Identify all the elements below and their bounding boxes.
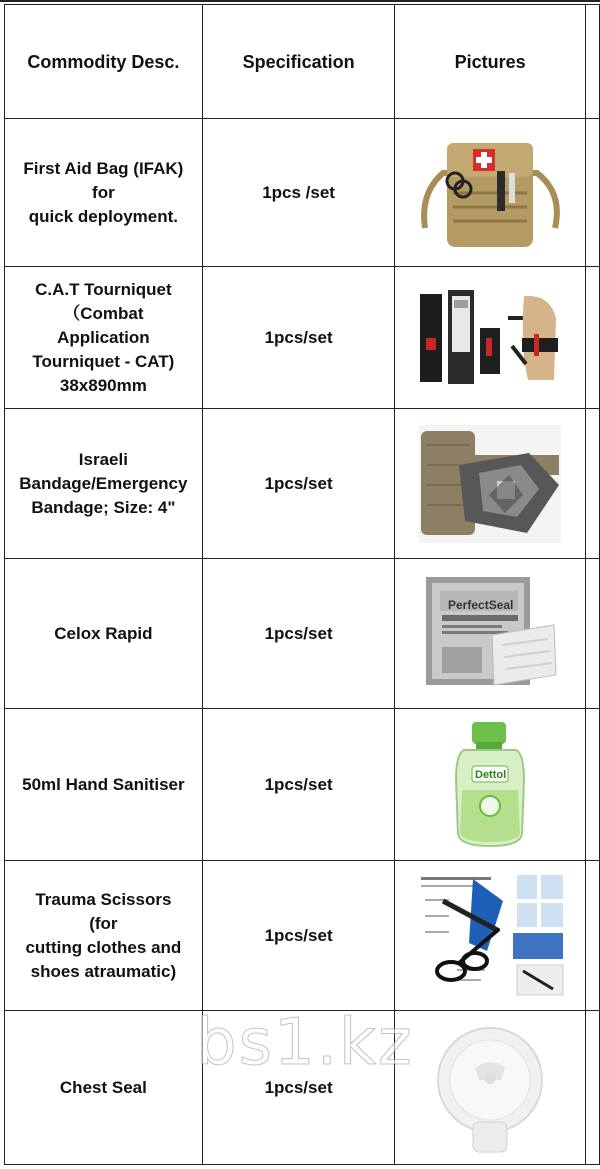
trauma-scissors-image xyxy=(413,871,567,1001)
picture-cell xyxy=(395,709,585,861)
header-specification: Specification xyxy=(202,5,395,119)
commodity-cell xyxy=(5,861,203,1011)
table-row xyxy=(5,267,600,409)
extra-cell xyxy=(585,409,599,559)
picture-cell xyxy=(395,861,585,1011)
header-row xyxy=(5,5,600,119)
header-extra xyxy=(585,5,599,119)
desc-line: (for xyxy=(89,913,118,933)
desc-line: Trauma Scissors xyxy=(35,889,172,909)
table-row xyxy=(5,1011,600,1165)
desc-line: Bandage/Emergency xyxy=(19,473,188,493)
tourniquet-image xyxy=(416,288,564,388)
hand-sanitiser-image xyxy=(450,720,530,850)
table-row xyxy=(5,119,600,267)
table-row xyxy=(5,709,600,861)
celox-rapid-image xyxy=(422,575,558,693)
commodity-table xyxy=(4,4,600,1165)
commodity-cell xyxy=(5,709,203,861)
chest-seal-image xyxy=(435,1018,545,1158)
desc-line: （Combat xyxy=(63,303,144,323)
commodity-cell xyxy=(5,119,203,267)
spec-cell: 1pcs/set xyxy=(202,1011,395,1165)
desc-line: 50ml Hand Sanitiser xyxy=(22,774,185,794)
picture-cell xyxy=(395,267,585,409)
desc-line: cutting clothes and xyxy=(25,937,182,957)
extra-cell xyxy=(585,119,599,267)
table-row xyxy=(5,409,600,559)
desc-line: Israeli xyxy=(78,449,128,469)
spec-cell: 1pcs/set xyxy=(202,267,395,409)
first-aid-bag-image xyxy=(415,133,565,253)
spec-cell: 1pcs/set xyxy=(202,559,395,709)
picture-cell xyxy=(395,1011,585,1165)
desc-line: Chest Seal xyxy=(59,1077,147,1097)
commodity-cell xyxy=(5,409,203,559)
commodity-cell xyxy=(5,559,203,709)
header-pictures: Pictures xyxy=(395,5,585,119)
spec-cell: 1pcs/set xyxy=(202,709,395,861)
table-row xyxy=(5,861,600,1011)
commodity-cell xyxy=(5,1011,203,1165)
desc-line: Bandage; Size: 4" xyxy=(31,497,176,517)
desc-line: for xyxy=(92,182,115,202)
desc-line: 38x890mm xyxy=(59,375,147,395)
picture-cell xyxy=(395,119,585,267)
commodity-cell xyxy=(5,267,203,409)
desc-line: Tourniquet - CAT) xyxy=(32,351,175,371)
desc-line: shoes atraumatic) xyxy=(30,961,177,981)
spec-cell: 1pcs /set xyxy=(202,119,395,267)
picture-cell xyxy=(395,559,585,709)
spec-cell: 1pcs/set xyxy=(202,409,395,559)
desc-line: quick deployment. xyxy=(28,206,178,226)
extra-cell xyxy=(585,709,599,861)
picture-cell xyxy=(395,409,585,559)
extra-cell xyxy=(585,267,599,409)
header-commodity: Commodity Desc. xyxy=(5,5,203,119)
perfectseal-label: PerfectSeal xyxy=(448,597,514,612)
desc-line: Application xyxy=(57,327,150,347)
watermark: bs1.kz xyxy=(196,1006,414,1080)
extra-cell xyxy=(585,861,599,1011)
desc-line: First Aid Bag (IFAK) xyxy=(23,158,184,178)
desc-line: Celox Rapid xyxy=(54,623,153,643)
table-row xyxy=(5,559,600,709)
desc-line: C.A.T Tourniquet xyxy=(35,279,172,299)
israeli-bandage-image xyxy=(419,425,561,543)
extra-cell xyxy=(585,559,599,709)
extra-cell xyxy=(585,1011,599,1165)
spec-cell: 1pcs/set xyxy=(202,861,395,1011)
dettol-label: Dettol xyxy=(475,768,507,781)
